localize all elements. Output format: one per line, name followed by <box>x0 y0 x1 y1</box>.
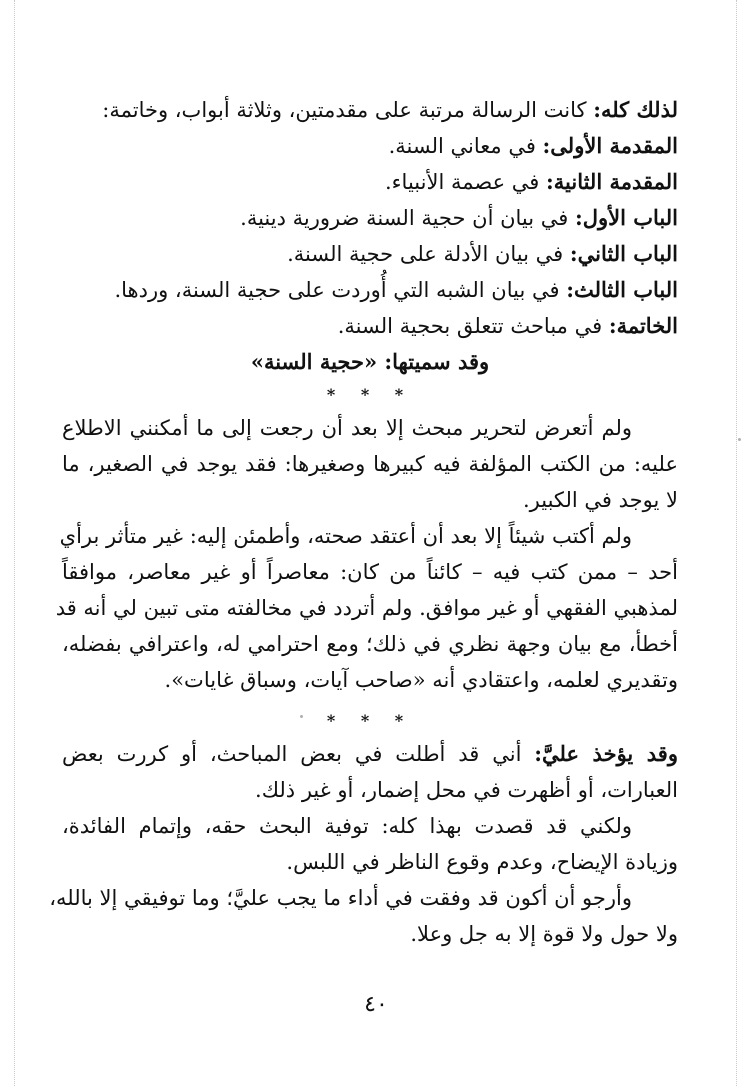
paragraph-line: ولا حول ولا قوة إلا به جل وعلا. <box>410 922 678 946</box>
outline-text: في معاني السنة. <box>388 134 543 158</box>
outline-label: لذلك كله: <box>593 97 678 122</box>
page-number: ٤٠ <box>364 992 388 1017</box>
outline-item <box>62 272 678 308</box>
paragraph-line: ولم أتعرض لتحرير مبحث إلا بعد أن رجعت إلى ما أمكنني الاطلاع <box>62 416 632 440</box>
scan-artifact-line-right <box>736 0 737 1086</box>
paragraph-line: وزيادة الإيضاح، وعدم وقوع الناظر في اللبس. <box>286 850 678 874</box>
main-text <box>49 92 678 952</box>
outline-item <box>62 200 678 236</box>
outline-item <box>62 164 678 200</box>
paragraph-line: عليه: من الكتب المؤلفة فيه كبيرها وصغيرها: فقد يوجد في الصغير، ما <box>62 452 678 476</box>
paragraph-line: ولم أكتب شيئاً إلا بعد أن أعتقد صحته، وأطمئن إليه: غير متأثر برأي <box>59 524 632 548</box>
outline-text: في بيان الأدلة على حجية السنة. <box>287 242 570 266</box>
outline-label: الباب الأول: <box>574 205 678 230</box>
outline-intro-line <box>62 92 678 128</box>
objection-label: وقد يؤخذ عليَّ: <box>534 741 678 766</box>
naming-text: وقد سميتها: «حجية السنة» <box>250 349 490 374</box>
outline-text: في مباحث تتعلق بحجية السنة. <box>337 314 609 338</box>
outline-label: الخاتمة: <box>608 313 678 338</box>
outline-label: الباب الثاني: <box>569 241 678 266</box>
separator-stars: * * * <box>326 385 414 404</box>
paragraph-line <box>62 736 678 772</box>
outline-text: في بيان أن حجية السنة ضرورية دينية. <box>240 206 575 230</box>
paragraph-line: أحد – ممن كتب فيه – كائناً من كان: معاصراً أو غير معاصر، موافقاً <box>62 560 678 584</box>
paragraph-line: أخطأ، مع بيان وجهة نظري في ذلك؛ ومع احترامي له، واعترافي بفضله، <box>62 632 678 656</box>
outline-text: في عصمة الأنبياء. <box>385 170 546 194</box>
outline-item <box>62 308 678 344</box>
objection-text: أني قد أطلت في بعض المباحث، أو كررت بعض <box>62 742 535 766</box>
outline-text: كانت الرسالة مرتبة على مقدمتين، وثلاثة أبواب، وخاتمة: <box>102 98 594 122</box>
paragraph-line: وأرجو أن أكون قد وفقت في أداء ما يجب عليَّ؛ وما توفيقي إلا بالله، <box>49 886 632 910</box>
paragraph-line: ولكني قد قصدت بهذا كله: توفية البحث حقه، وإتمام الفائدة، <box>62 814 632 838</box>
paragraph-line: لمذهبي الفقهي أو غير موافق. ولم أتردد في مخالفته متى تبين لي أنه قد <box>55 596 678 620</box>
outline-label: الباب الثالث: <box>566 277 678 302</box>
paragraph-line: لا يوجد في الكبير. <box>522 488 678 512</box>
scan-artifact-dot <box>738 438 741 441</box>
outline-text: في بيان الشبه التي أُوردت على حجية السنة، وردها. <box>114 278 567 302</box>
separator-stars: * * * <box>326 711 414 730</box>
outline-label: المقدمة الثانية: <box>546 169 678 194</box>
scan-artifact-line-left <box>14 0 15 1086</box>
outline-label: المقدمة الأولى: <box>542 133 678 158</box>
paragraph-line: العبارات، أو أظهرت في محل إضمار، أو غير ذلك. <box>255 778 678 802</box>
naming-line <box>62 344 678 380</box>
outline-item <box>62 128 678 164</box>
outline-item <box>62 236 678 272</box>
paragraph-line: وتقديري لعلمه، واعتقادي أنه «صاحب آيات، وسباق غايات». <box>164 668 678 692</box>
